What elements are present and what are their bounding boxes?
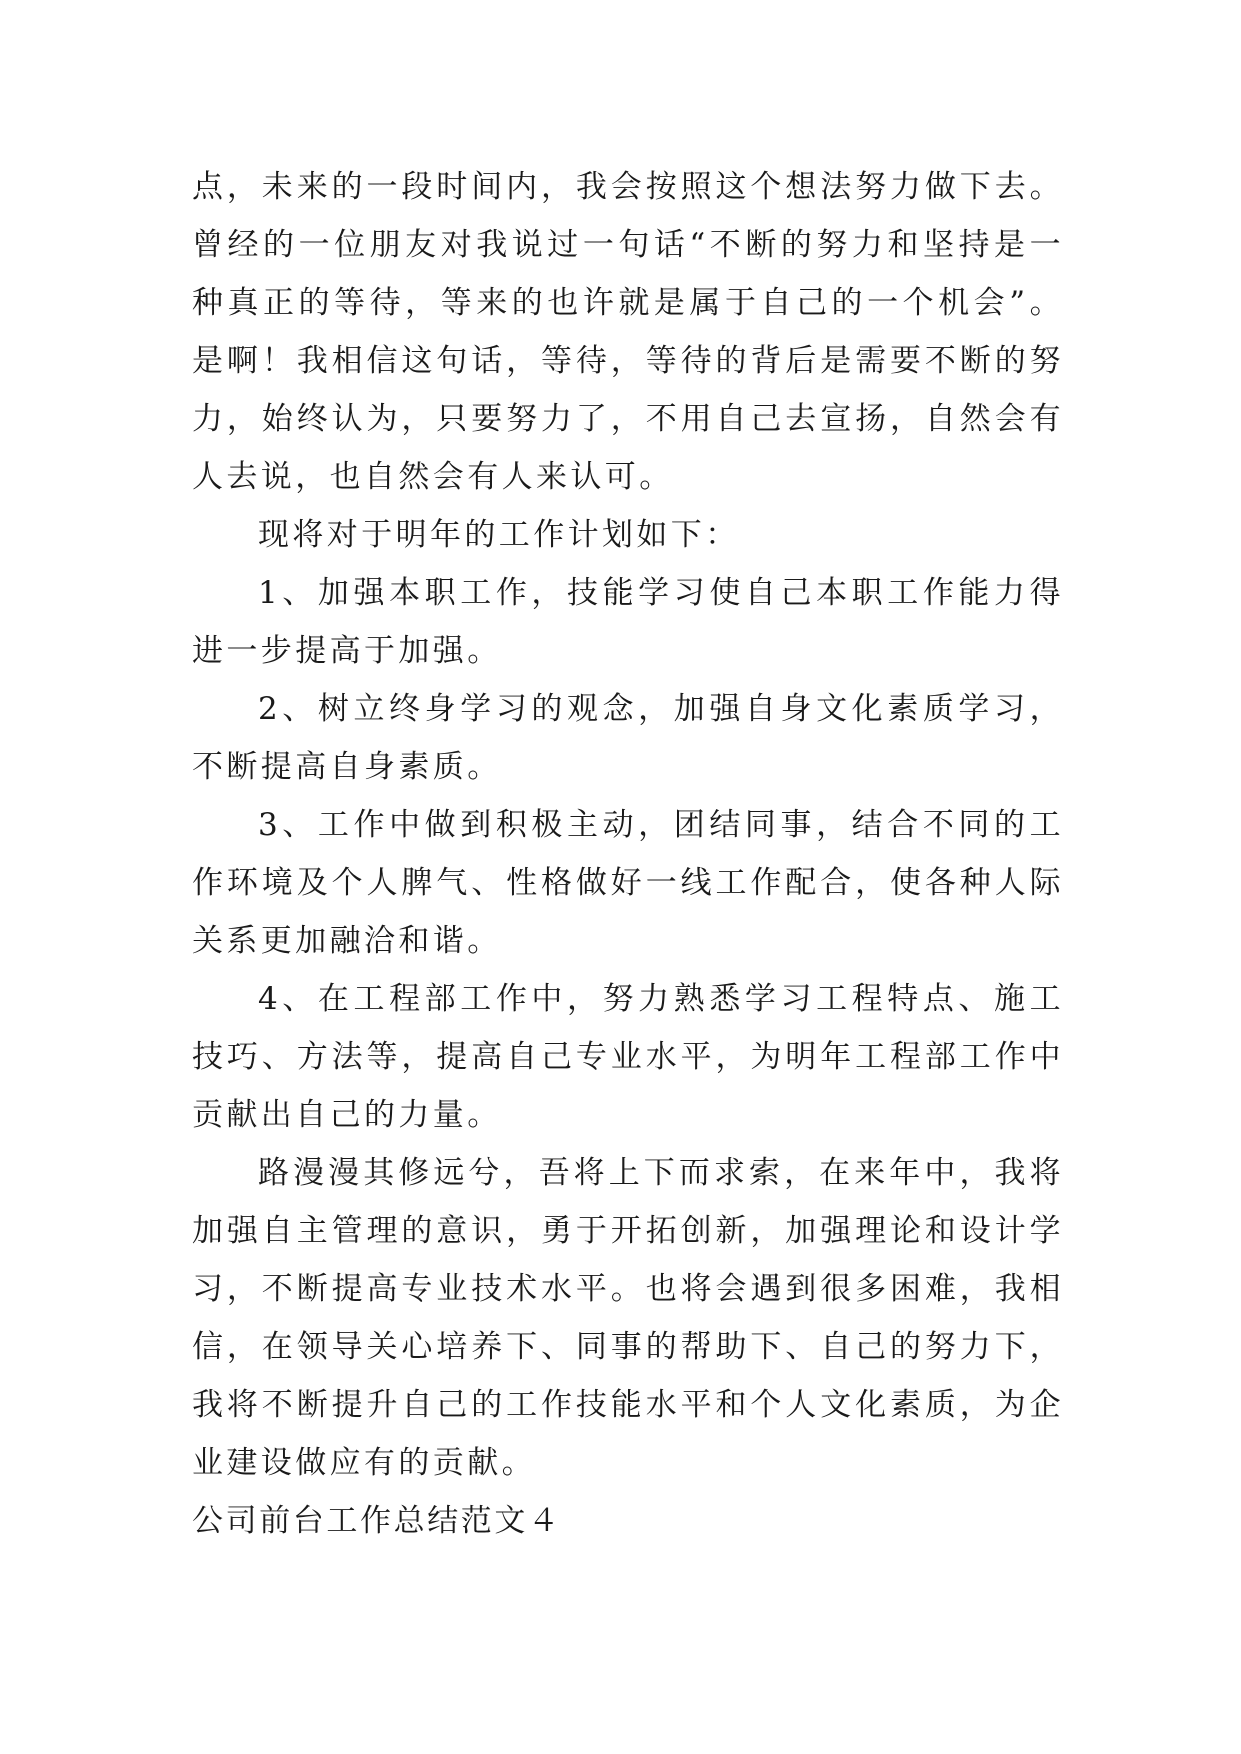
paragraph-plan-item-4: 4、在工程部工作中，努力熟悉学习工程特点、施工技巧、方法等，提高自己专业水平，为明年工程部工作中贡献出自己的力量。 [192,981,1064,1133]
paragraph-continuation: 点，未来的一段时间内，我会按照这个想法努力做下去。曾经的一位朋友对我说过一句话“不断的努力和坚持是一种真正的等待，等来的也许就是属于自己的一个机会”。是啊！我相信这句话，等待，等待的背后是需要不断的努力，始终认为，只要努力了，不用自己去宣扬，自然会有人去说，也自然会有人来认可。 [192,169,1064,495]
paragraph-plan-item-3: 3、工作中做到积极主动，团结同事，结合不同的工作环境及个人脾气、性格做好一线工作配合，使各种人际关系更加融洽和谐。 [192,807,1064,959]
paragraph-closing: 路漫漫其修远兮，吾将上下而求索，在来年中，我将加强自主管理的意识，勇于开拓创新，加强理论和设计学习，不断提高专业技术水平。也将会遇到很多困难，我相信，在领导关心培养下、同事的帮助下、自己的努力下，我将不断提升自己的工作技能水平和个人文化素质，为企业建设做应有的贡献。 [192,1155,1064,1481]
paragraph-plan-item-2: 2、树立终身学习的观念，加强自身文化素质学习，不断提高自身素质。 [192,691,1064,785]
section-heading: 公司前台工作总结范文４ [192,1503,562,1539]
document-page [192,158,1064,1550]
paragraph-plan-intro: 现将对于明年的工作计划如下： [258,517,740,553]
paragraph-plan-item-1: 1、加强本职工作，技能学习使自己本职工作能力得进一步提高于加强。 [192,575,1064,669]
